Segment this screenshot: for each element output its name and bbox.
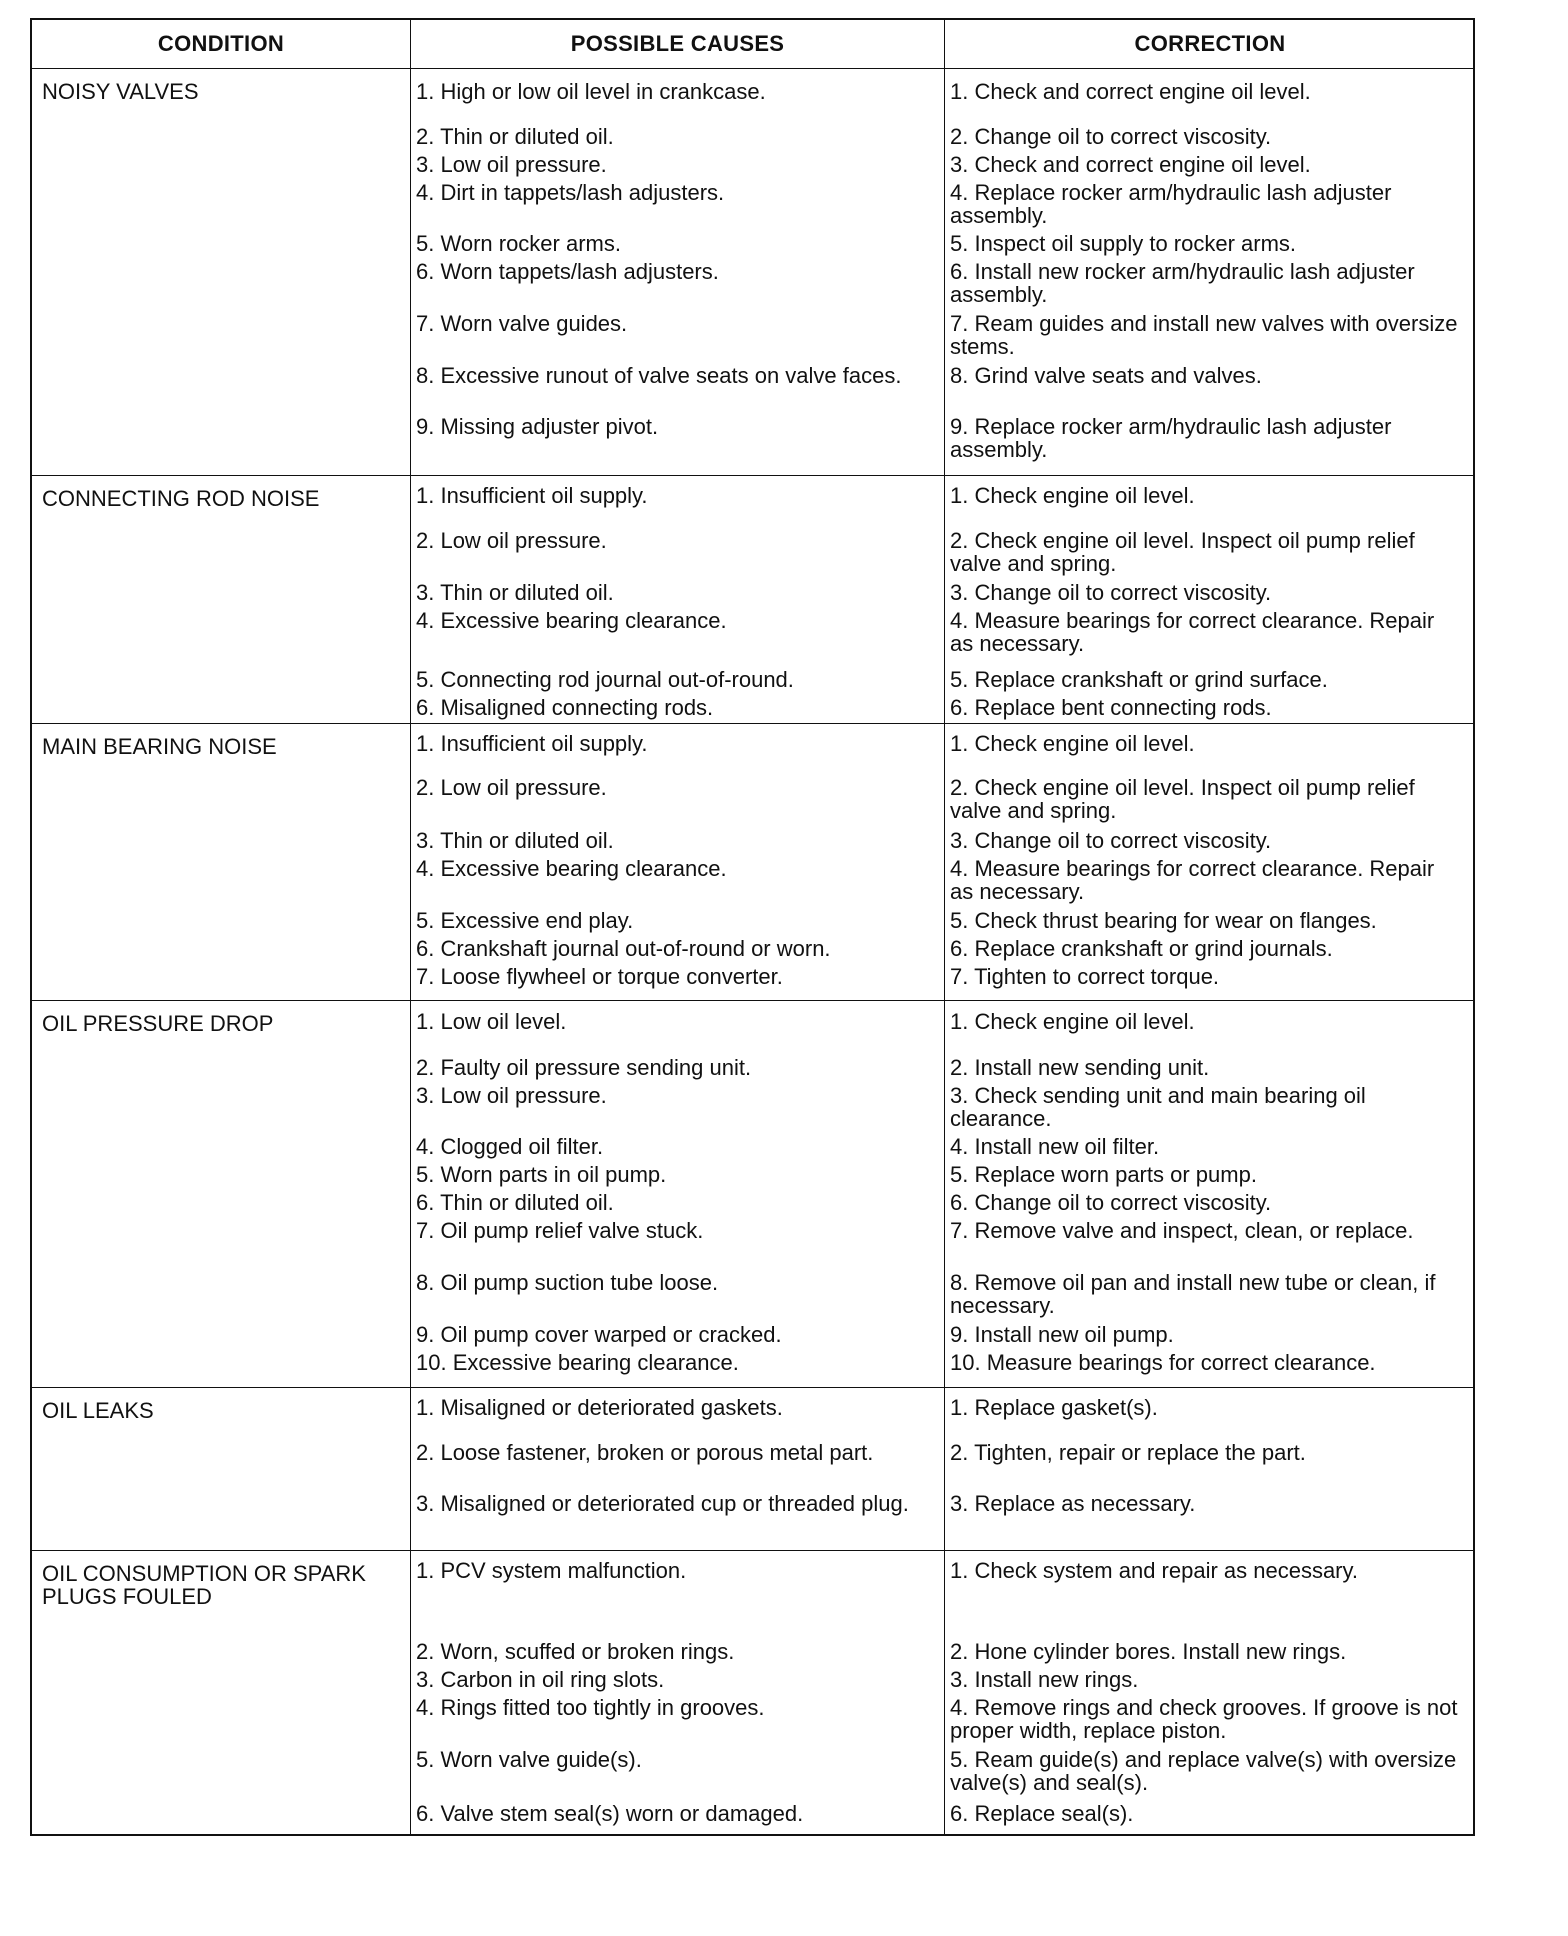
correction-item: 4. Replace rocker arm/hydraulic lash adjuster assembly. — [950, 180, 1392, 228]
possible-cause-item: 7. Loose flywheel or torque converter. — [416, 964, 783, 989]
column-divider — [410, 20, 411, 1834]
condition-label: CONNECTING ROD NOISE — [42, 486, 320, 511]
correction-item: 5. Ream guide(s) and replace valve(s) with oversize valve(s) and seal(s). — [950, 1747, 1457, 1795]
correction-item: 5. Replace worn parts or pump. — [950, 1162, 1257, 1187]
possible-cause-item: 3. Thin or diluted oil. — [416, 828, 614, 853]
possible-cause-item: 3. Low oil pressure. — [416, 1083, 607, 1108]
possible-cause-item: 10. Excessive bearing clearance. — [416, 1350, 739, 1375]
correction-item: 4. Measure bearings for correct clearance. Repair as necessary. — [950, 856, 1435, 904]
correction-item: 1. Check engine oil level. — [950, 483, 1195, 508]
possible-cause-item: 5. Worn rocker arms. — [416, 231, 621, 256]
correction-item: 8. Remove oil pan and install new tube or clean, if necessary. — [950, 1270, 1436, 1318]
header-divider — [32, 68, 1473, 69]
correction-item: 1. Replace gasket(s). — [950, 1395, 1158, 1420]
correction-item: 9. Replace rocker arm/hydraulic lash adjuster assembly. — [950, 414, 1392, 462]
correction-item: 3. Change oil to correct viscosity. — [950, 580, 1272, 605]
possible-cause-item: 7. Oil pump relief valve stuck. — [416, 1218, 704, 1243]
possible-cause-item: 1. High or low oil level in crankcase. — [416, 79, 766, 104]
correction-item: 6. Replace bent connecting rods. — [950, 695, 1272, 720]
correction-item: 3. Replace as necessary. — [950, 1491, 1196, 1516]
possible-cause-item: 5. Worn parts in oil pump. — [416, 1162, 667, 1187]
possible-cause-item: 6. Misaligned connecting rods. — [416, 695, 714, 720]
possible-cause-item: 2. Low oil pressure. — [416, 528, 607, 553]
correction-item: 3. Install new rings. — [950, 1667, 1139, 1692]
correction-item: 6. Change oil to correct viscosity. — [950, 1190, 1272, 1215]
possible-cause-item: 5. Connecting rod journal out-of-round. — [416, 667, 794, 692]
condition-label: OIL CONSUMPTION OR SPARK PLUGS FOULED — [42, 1561, 366, 1609]
correction-item: 5. Inspect oil supply to rocker arms. — [950, 231, 1297, 256]
possible-cause-item: 6. Crankshaft journal out-of-round or worn. — [416, 936, 831, 961]
possible-cause-item: 2. Worn, scuffed or broken rings. — [416, 1639, 735, 1664]
correction-item: 1. Check system and repair as necessary. — [950, 1558, 1358, 1583]
correction-item: 2. Tighten, repair or replace the part. — [950, 1440, 1306, 1465]
row-divider — [32, 723, 1473, 724]
condition-label: NOISY VALVES — [42, 79, 199, 104]
possible-cause-item: 4. Clogged oil filter. — [416, 1134, 604, 1159]
row-divider — [32, 1550, 1473, 1551]
row-divider — [32, 1000, 1473, 1001]
condition-label: MAIN BEARING NOISE — [42, 734, 277, 759]
row-divider — [32, 1387, 1473, 1388]
correction-item: 6. Install new rocker arm/hydraulic lash adjuster assembly. — [950, 259, 1415, 307]
possible-cause-item: 5. Excessive end play. — [416, 908, 634, 933]
correction-item: 2. Check engine oil level. Inspect oil pump relief valve and spring. — [950, 775, 1415, 823]
possible-cause-item: 4. Excessive bearing clearance. — [416, 856, 727, 881]
correction-item: 2. Hone cylinder bores. Install new rings. — [950, 1639, 1347, 1664]
correction-item: 2. Change oil to correct viscosity. — [950, 124, 1272, 149]
correction-item: 7. Remove valve and inspect, clean, or replace. — [950, 1218, 1414, 1243]
possible-cause-item: 8. Excessive runout of valve seats on valve faces. — [416, 363, 902, 388]
correction-item: 1. Check and correct engine oil level. — [950, 79, 1311, 104]
possible-cause-item: 9. Oil pump cover warped or cracked. — [416, 1322, 782, 1347]
possible-cause-item: 6. Valve stem seal(s) worn or damaged. — [416, 1801, 804, 1826]
correction-item: 4. Install new oil filter. — [950, 1134, 1160, 1159]
possible-cause-item: 2. Loose fastener, broken or porous metal part. — [416, 1440, 874, 1465]
possible-cause-item: 6. Worn tappets/lash adjusters. — [416, 259, 719, 284]
correction-item: 1. Check engine oil level. — [950, 1009, 1195, 1034]
possible-cause-item: 1. Insufficient oil supply. — [416, 483, 648, 508]
correction-item: 5. Replace crankshaft or grind surface. — [950, 667, 1328, 692]
possible-cause-item: 3. Misaligned or deteriorated cup or threaded plug. — [416, 1491, 909, 1516]
possible-cause-item: 1. Low oil level. — [416, 1009, 567, 1034]
correction-item: 7. Ream guides and install new valves with oversize stems. — [950, 311, 1458, 359]
possible-cause-item: 1. Insufficient oil supply. — [416, 731, 648, 756]
possible-cause-item: 7. Worn valve guides. — [416, 311, 628, 336]
possible-cause-item: 6. Thin or diluted oil. — [416, 1190, 614, 1215]
correction-item: 4. Measure bearings for correct clearance. Repair as necessary. — [950, 608, 1435, 656]
possible-cause-item: 2. Thin or diluted oil. — [416, 124, 614, 149]
correction-item: 8. Grind valve seats and valves. — [950, 363, 1262, 388]
correction-item: 10. Measure bearings for correct clearance. — [950, 1350, 1376, 1375]
correction-item: 6. Replace crankshaft or grind journals. — [950, 936, 1333, 961]
possible-cause-item: 2. Faulty oil pressure sending unit. — [416, 1055, 752, 1080]
correction-item: 3. Check and correct engine oil level. — [950, 152, 1311, 177]
possible-cause-item: 8. Oil pump suction tube loose. — [416, 1270, 719, 1295]
column-divider — [944, 20, 945, 1834]
condition-label: OIL PRESSURE DROP — [42, 1011, 274, 1036]
correction-item: 4. Remove rings and check grooves. If groove is not proper width, replace piston. — [950, 1695, 1458, 1743]
correction-item: 2. Check engine oil level. Inspect oil pump relief valve and spring. — [950, 528, 1415, 576]
possible-cause-item: 3. Thin or diluted oil. — [416, 580, 614, 605]
possible-cause-item: 4. Dirt in tappets/lash adjusters. — [416, 180, 725, 205]
correction-item: 7. Tighten to correct torque. — [950, 964, 1220, 989]
troubleshooting-table — [30, 18, 1475, 1836]
header-condition: CONDITION — [157, 31, 285, 56]
possible-cause-item: 9. Missing adjuster pivot. — [416, 414, 659, 439]
possible-cause-item: 4. Rings fitted too tightly in grooves. — [416, 1695, 765, 1720]
header-possible-causes: POSSIBLE CAUSES — [570, 31, 785, 56]
possible-cause-item: 1. Misaligned or deteriorated gaskets. — [416, 1395, 783, 1420]
correction-item: 3. Change oil to correct viscosity. — [950, 828, 1272, 853]
correction-item: 1. Check engine oil level. — [950, 731, 1195, 756]
correction-item: 5. Check thrust bearing for wear on flanges. — [950, 908, 1377, 933]
possible-cause-item: 3. Carbon in oil ring slots. — [416, 1667, 665, 1692]
possible-cause-item: 1. PCV system malfunction. — [416, 1558, 687, 1583]
correction-item: 3. Check sending unit and main bearing oil clearance. — [950, 1083, 1366, 1131]
possible-cause-item: 5. Worn valve guide(s). — [416, 1747, 642, 1772]
header-correction: CORRECTION — [1134, 31, 1286, 56]
possible-cause-item: 3. Low oil pressure. — [416, 152, 607, 177]
condition-label: OIL LEAKS — [42, 1398, 154, 1423]
correction-item: 6. Replace seal(s). — [950, 1801, 1134, 1826]
possible-cause-item: 2. Low oil pressure. — [416, 775, 607, 800]
possible-cause-item: 4. Excessive bearing clearance. — [416, 608, 727, 633]
row-divider — [32, 475, 1473, 476]
correction-item: 9. Install new oil pump. — [950, 1322, 1174, 1347]
correction-item: 2. Install new sending unit. — [950, 1055, 1210, 1080]
